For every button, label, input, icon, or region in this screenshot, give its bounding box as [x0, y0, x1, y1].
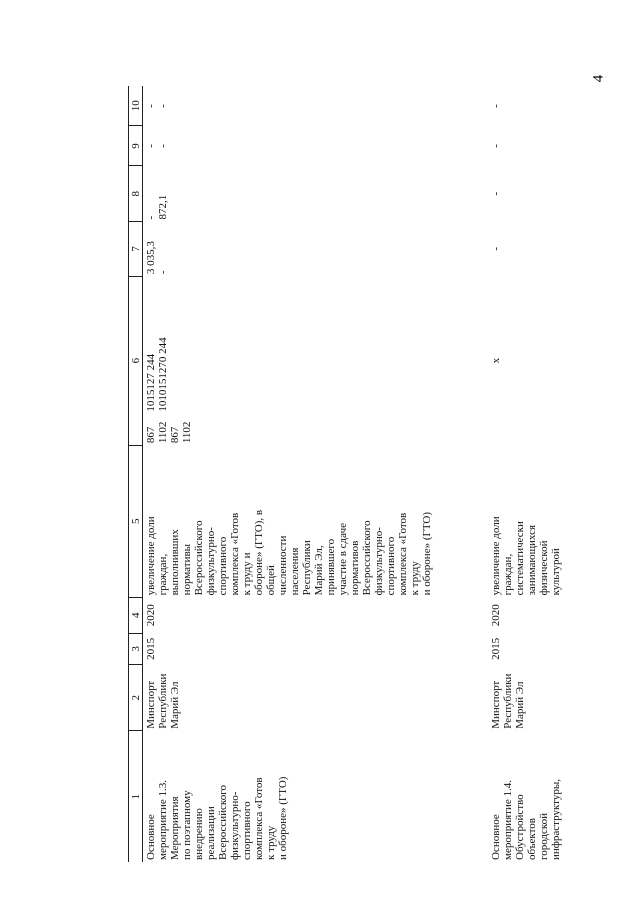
start-year-cell: 2015 — [145, 637, 157, 660]
start-year-cell: 2015 — [489, 637, 502, 660]
header-row — [129, 86, 143, 862]
col-header-2: 2 — [129, 665, 143, 731]
col-header-8: 8 — [129, 166, 143, 222]
expected-result-cell: увеличение доли граждан, систематически занимающихся физической культурой — [489, 516, 562, 596]
measure-name-cell: Основное мероприятие 1.3. Мероприятия по поэтапному внедрению реализации Всероссийского физкультурно- спортивного комплекса «Готов к труду и обороне» (ГТО) — [145, 776, 289, 860]
value-col10-cell: - - — [145, 104, 169, 108]
value-col9-cell: - — [489, 144, 502, 148]
classification-code-cell: 1015127 244 1010151270 244 — [145, 337, 169, 412]
col-header-9: 9 — [129, 126, 143, 166]
col-header-4: 4 — [129, 597, 143, 633]
value-col8-cell: - — [489, 191, 502, 196]
program-measures-table — [128, 86, 566, 862]
col-header-3: 3 — [129, 633, 143, 665]
measure-name-cell: Основное мероприятие 1.4. Обустройство объектов городской инфраструктуры, — [489, 779, 562, 860]
classification-code-cell: х — [489, 357, 502, 364]
end-year-cell: 2020 — [489, 604, 502, 627]
value-col7-cell: 3 035,3 - — [145, 241, 169, 275]
col-header-7: 7 — [129, 222, 143, 277]
end-year-cell: 2020 — [145, 604, 157, 627]
value-col10-cell: - — [489, 104, 502, 108]
value-col7-cell: - — [489, 247, 502, 251]
col-header-6: 6 — [129, 276, 143, 445]
table-row — [143, 86, 488, 862]
page-number: 4 — [590, 74, 607, 83]
col-header-1: 1 — [129, 731, 143, 862]
value-col9-cell: - - — [145, 144, 169, 148]
col-header-10: 10 — [129, 86, 143, 126]
value-col8-cell: - 872,1 — [145, 194, 169, 220]
table-row — [488, 86, 566, 862]
executor-cell: Минспорт Республики Марий Эл — [145, 673, 181, 729]
rotated-table-container — [128, 86, 562, 862]
grbs-code-cell: 867 1102 867 1102 — [145, 421, 193, 444]
expected-result-cell: увеличение доли граждан, выполнивших нормативы Всероссийского физкультурно- спортивного комплекса «Готов к труду и обороне» (ГТО), в общей численности населения Республики Марий Эл, принявшего участие в сдаче нормативов Всероссийского физкультурно- спортивного комплекса «Готов к труду и обороне» (ГТО) — [145, 509, 433, 596]
executor-cell: Минспорт Республики Марий Эл — [489, 673, 526, 729]
col-header-5: 5 — [129, 445, 143, 597]
